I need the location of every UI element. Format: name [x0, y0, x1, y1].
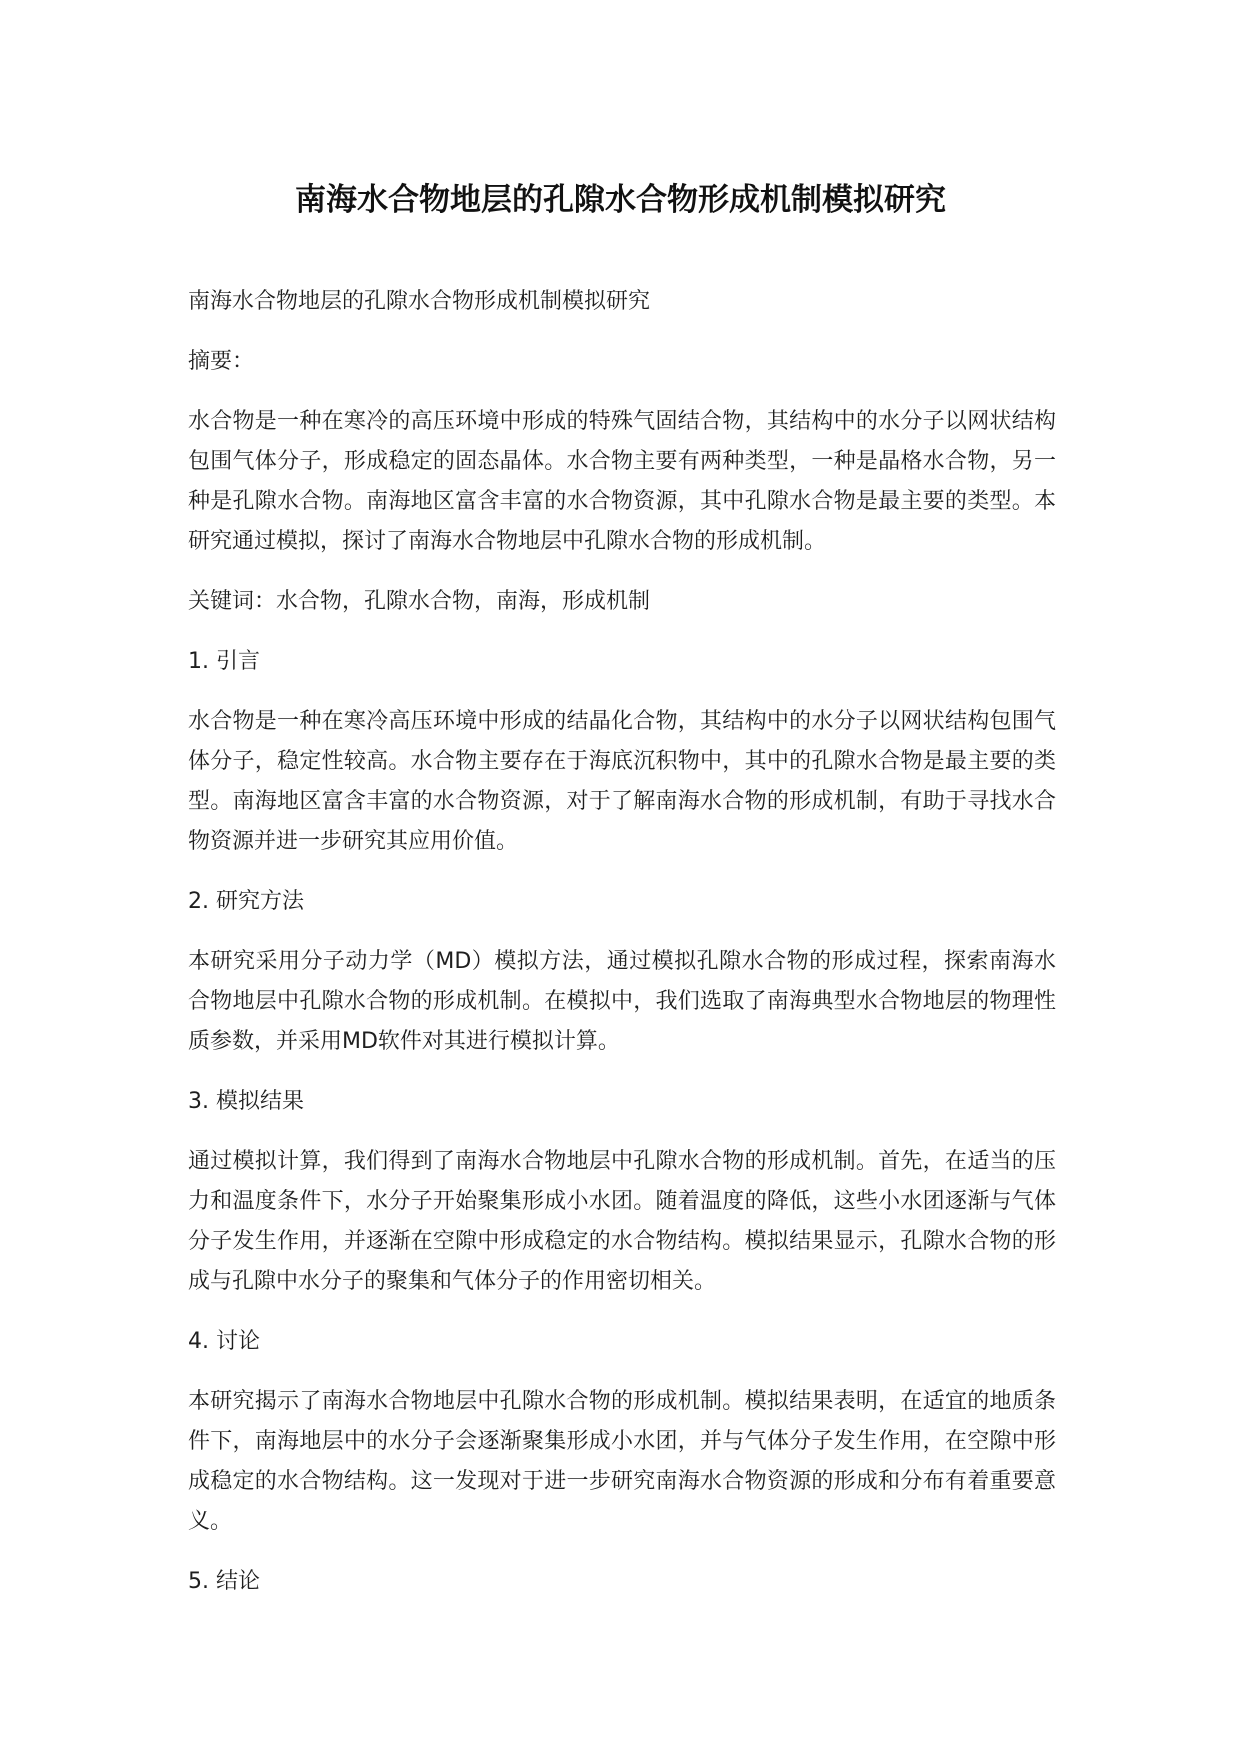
- abstract-label: 摘要：: [188, 349, 255, 374]
- section-heading-introduction: 1. 引言: [188, 649, 260, 674]
- section-heading-discussion: 4. 讨论: [188, 1329, 260, 1354]
- section-paragraph-introduction: 水合物是一种在寒冷高压环境中形成的结晶化合物，其结构中的水分子以网状结构包围气体分子，稳定性较高。水合物主要存在于海底沉积物中，其中的孔隙水合物是最主要的类型。南海地区富含丰富的水合物资源，对于了解南海水合物的形成机制，有助于寻找水合物资源并进一步研究其应用价值。: [188, 709, 1056, 854]
- section-paragraph-discussion: 本研究揭示了南海水合物地层中孔隙水合物的形成机制。模拟结果表明，在适宜的地质条件下，南海地层中的水分子会逐渐聚集形成小水团，并与气体分子发生作用，在空隙中形成稳定的水合物结构。这一发现对于进一步研究南海水合物资源的形成和分布有着重要意义。: [188, 1389, 1056, 1534]
- keywords-line: 关键词：水合物，孔隙水合物，南海，形成机制: [188, 589, 651, 614]
- abstract-paragraph: 水合物是一种在寒冷的高压环境中形成的特殊气固结合物，其结构中的水分子以网状结构包围气体分子，形成稳定的固态晶体。水合物主要有两种类型，一种是晶格水合物，另一种是孔隙水合物。南海地区富含丰富的水合物资源，其中孔隙水合物是最主要的类型。本研究通过模拟，探讨了南海水合物地层中孔隙水合物的形成机制。: [188, 409, 1056, 554]
- document-subtitle: 南海水合物地层的孔隙水合物形成机制模拟研究: [188, 289, 651, 314]
- section-paragraph-results: 通过模拟计算，我们得到了南海水合物地层中孔隙水合物的形成机制。首先，在适当的压力和温度条件下，水分子开始聚集形成小水团。随着温度的降低，这些小水团逐渐与气体分子发生作用，并逐渐在空隙中形成稳定的水合物结构。模拟结果显示，孔隙水合物的形成与孔隙中水分子的聚集和气体分子的作用密切相关。: [188, 1149, 1056, 1294]
- document-body: [188, 282, 1056, 1622]
- document-title: 南海水合物地层的孔隙水合物形成机制模拟研究: [295, 182, 946, 218]
- section-heading-results: 3. 模拟结果: [188, 1089, 304, 1114]
- section-paragraph-methods: 本研究采用分子动力学（MD）模拟方法，通过模拟孔隙水合物的形成过程，探索南海水合物地层中孔隙水合物的形成机制。在模拟中，我们选取了南海典型水合物地层的物理性质参数，并采用MD软件对其进行模拟计算。: [188, 949, 1056, 1054]
- section-heading-methods: 2. 研究方法: [188, 889, 304, 914]
- section-heading-conclusion: 5. 结论: [188, 1569, 260, 1594]
